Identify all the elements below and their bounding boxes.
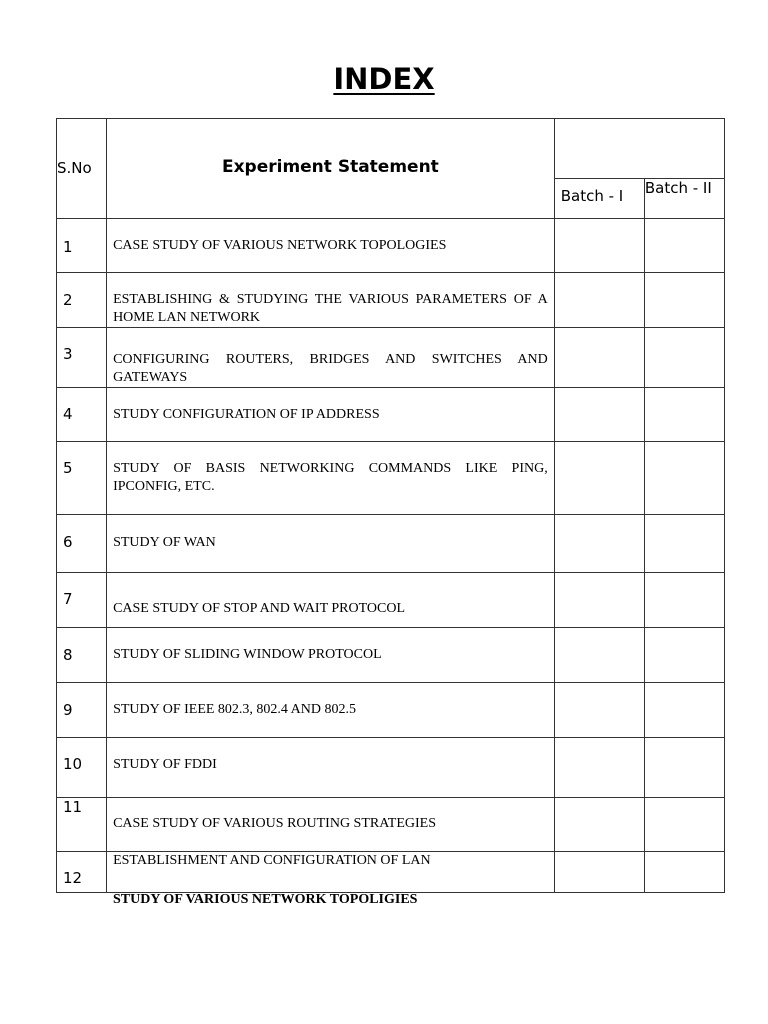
batch2-cell[interactable] [644,738,724,798]
index-table [56,118,725,893]
batch2-cell[interactable] [644,515,724,573]
batch1-cell[interactable] [554,573,644,628]
batch2-cell[interactable] [644,628,724,683]
batch2-cell[interactable] [644,442,724,515]
batch2-cell[interactable] [644,388,724,442]
header-batch1: Batch - I [560,187,624,205]
table-row [57,628,725,683]
header-statement: Experiment Statement [221,157,439,177]
row-sno: 1 [63,238,73,256]
row-statement: ESTABLISHING & STUDYING THE VARIOUS PARAMETERS OF A HOME LAN NETWORK [113,292,548,325]
row-sno: 3 [63,345,73,363]
row-sno: 5 [63,459,73,477]
header-row [57,119,725,179]
batch2-cell[interactable] [644,328,724,388]
batch1-cell[interactable] [554,628,644,683]
header-batch2: Batch - II [644,179,712,197]
batch2-cell[interactable] [644,219,724,273]
row-statement: STUDY OF FDDI [113,757,217,772]
table-row [57,515,725,573]
table-row [57,738,725,798]
batch1-cell[interactable] [554,798,644,852]
batch1-cell[interactable] [554,683,644,738]
table-row [57,328,725,388]
row-statement: ESTABLISHMENT AND CONFIGURATION OF LAN [113,853,431,868]
header-batch1-cell [554,179,644,219]
table-row [57,852,725,893]
table-row [57,388,725,442]
batch2-cell[interactable] [644,273,724,328]
batch2-cell[interactable] [644,798,724,852]
batch1-cell[interactable] [554,738,644,798]
table-row [57,442,725,515]
row-sno: 2 [63,291,73,309]
row-statement: CASE STUDY OF VARIOUS ROUTING STRATEGIES [113,816,437,831]
row-statement: STUDY CONFIGURATION OF IP ADDRESS [113,407,380,422]
header-sno-cell [57,119,107,219]
batch2-cell[interactable] [644,852,724,893]
batch1-cell[interactable] [554,328,644,388]
batch1-cell[interactable] [554,273,644,328]
batch1-cell[interactable] [554,515,644,573]
batch2-cell[interactable] [644,683,724,738]
row-statement: CONFIGURING ROUTERS, BRIDGES AND SWITCHES AND GATEWAYS [113,352,548,385]
row-sno: 12 [63,869,83,887]
table-row [57,573,725,628]
row-sno: 8 [63,646,73,664]
page-title: INDEX [333,62,435,96]
row-statement: STUDY OF BASIS NETWORKING COMMANDS LIKE PING, IPCONFIG, ETC. [113,461,548,494]
header-batch-group [554,119,724,179]
table-row [57,219,725,273]
row-statement: STUDY OF SLIDING WINDOW PROTOCOL [113,647,382,662]
header-statement-cell [107,119,555,219]
table-row [57,683,725,738]
row-sno: 4 [63,405,73,423]
batch2-cell[interactable] [644,573,724,628]
row-statement: STUDY OF WAN [113,535,216,550]
row-statement: CASE STUDY OF STOP AND WAIT PROTOCOL [113,601,406,616]
row-sno: 11 [63,798,83,816]
batch1-cell[interactable] [554,219,644,273]
row-sno: 10 [63,755,83,773]
batch1-cell[interactable] [554,852,644,893]
header-batch2-cell [644,179,724,219]
header-sno: S.No [57,159,92,177]
section-heading: STUDY OF VARIOUS NETWORK TOPOLIGIES [113,892,418,907]
row-sno: 7 [63,590,73,608]
table-row [57,798,725,852]
batch1-cell[interactable] [554,388,644,442]
row-statement: CASE STUDY OF VARIOUS NETWORK TOPOLOGIES [113,238,447,253]
row-sno: 6 [63,533,73,551]
row-statement: STUDY OF IEEE 802.3, 802.4 AND 802.5 [113,702,356,717]
table-row [57,273,725,328]
batch1-cell[interactable] [554,442,644,515]
row-sno: 9 [63,701,73,719]
